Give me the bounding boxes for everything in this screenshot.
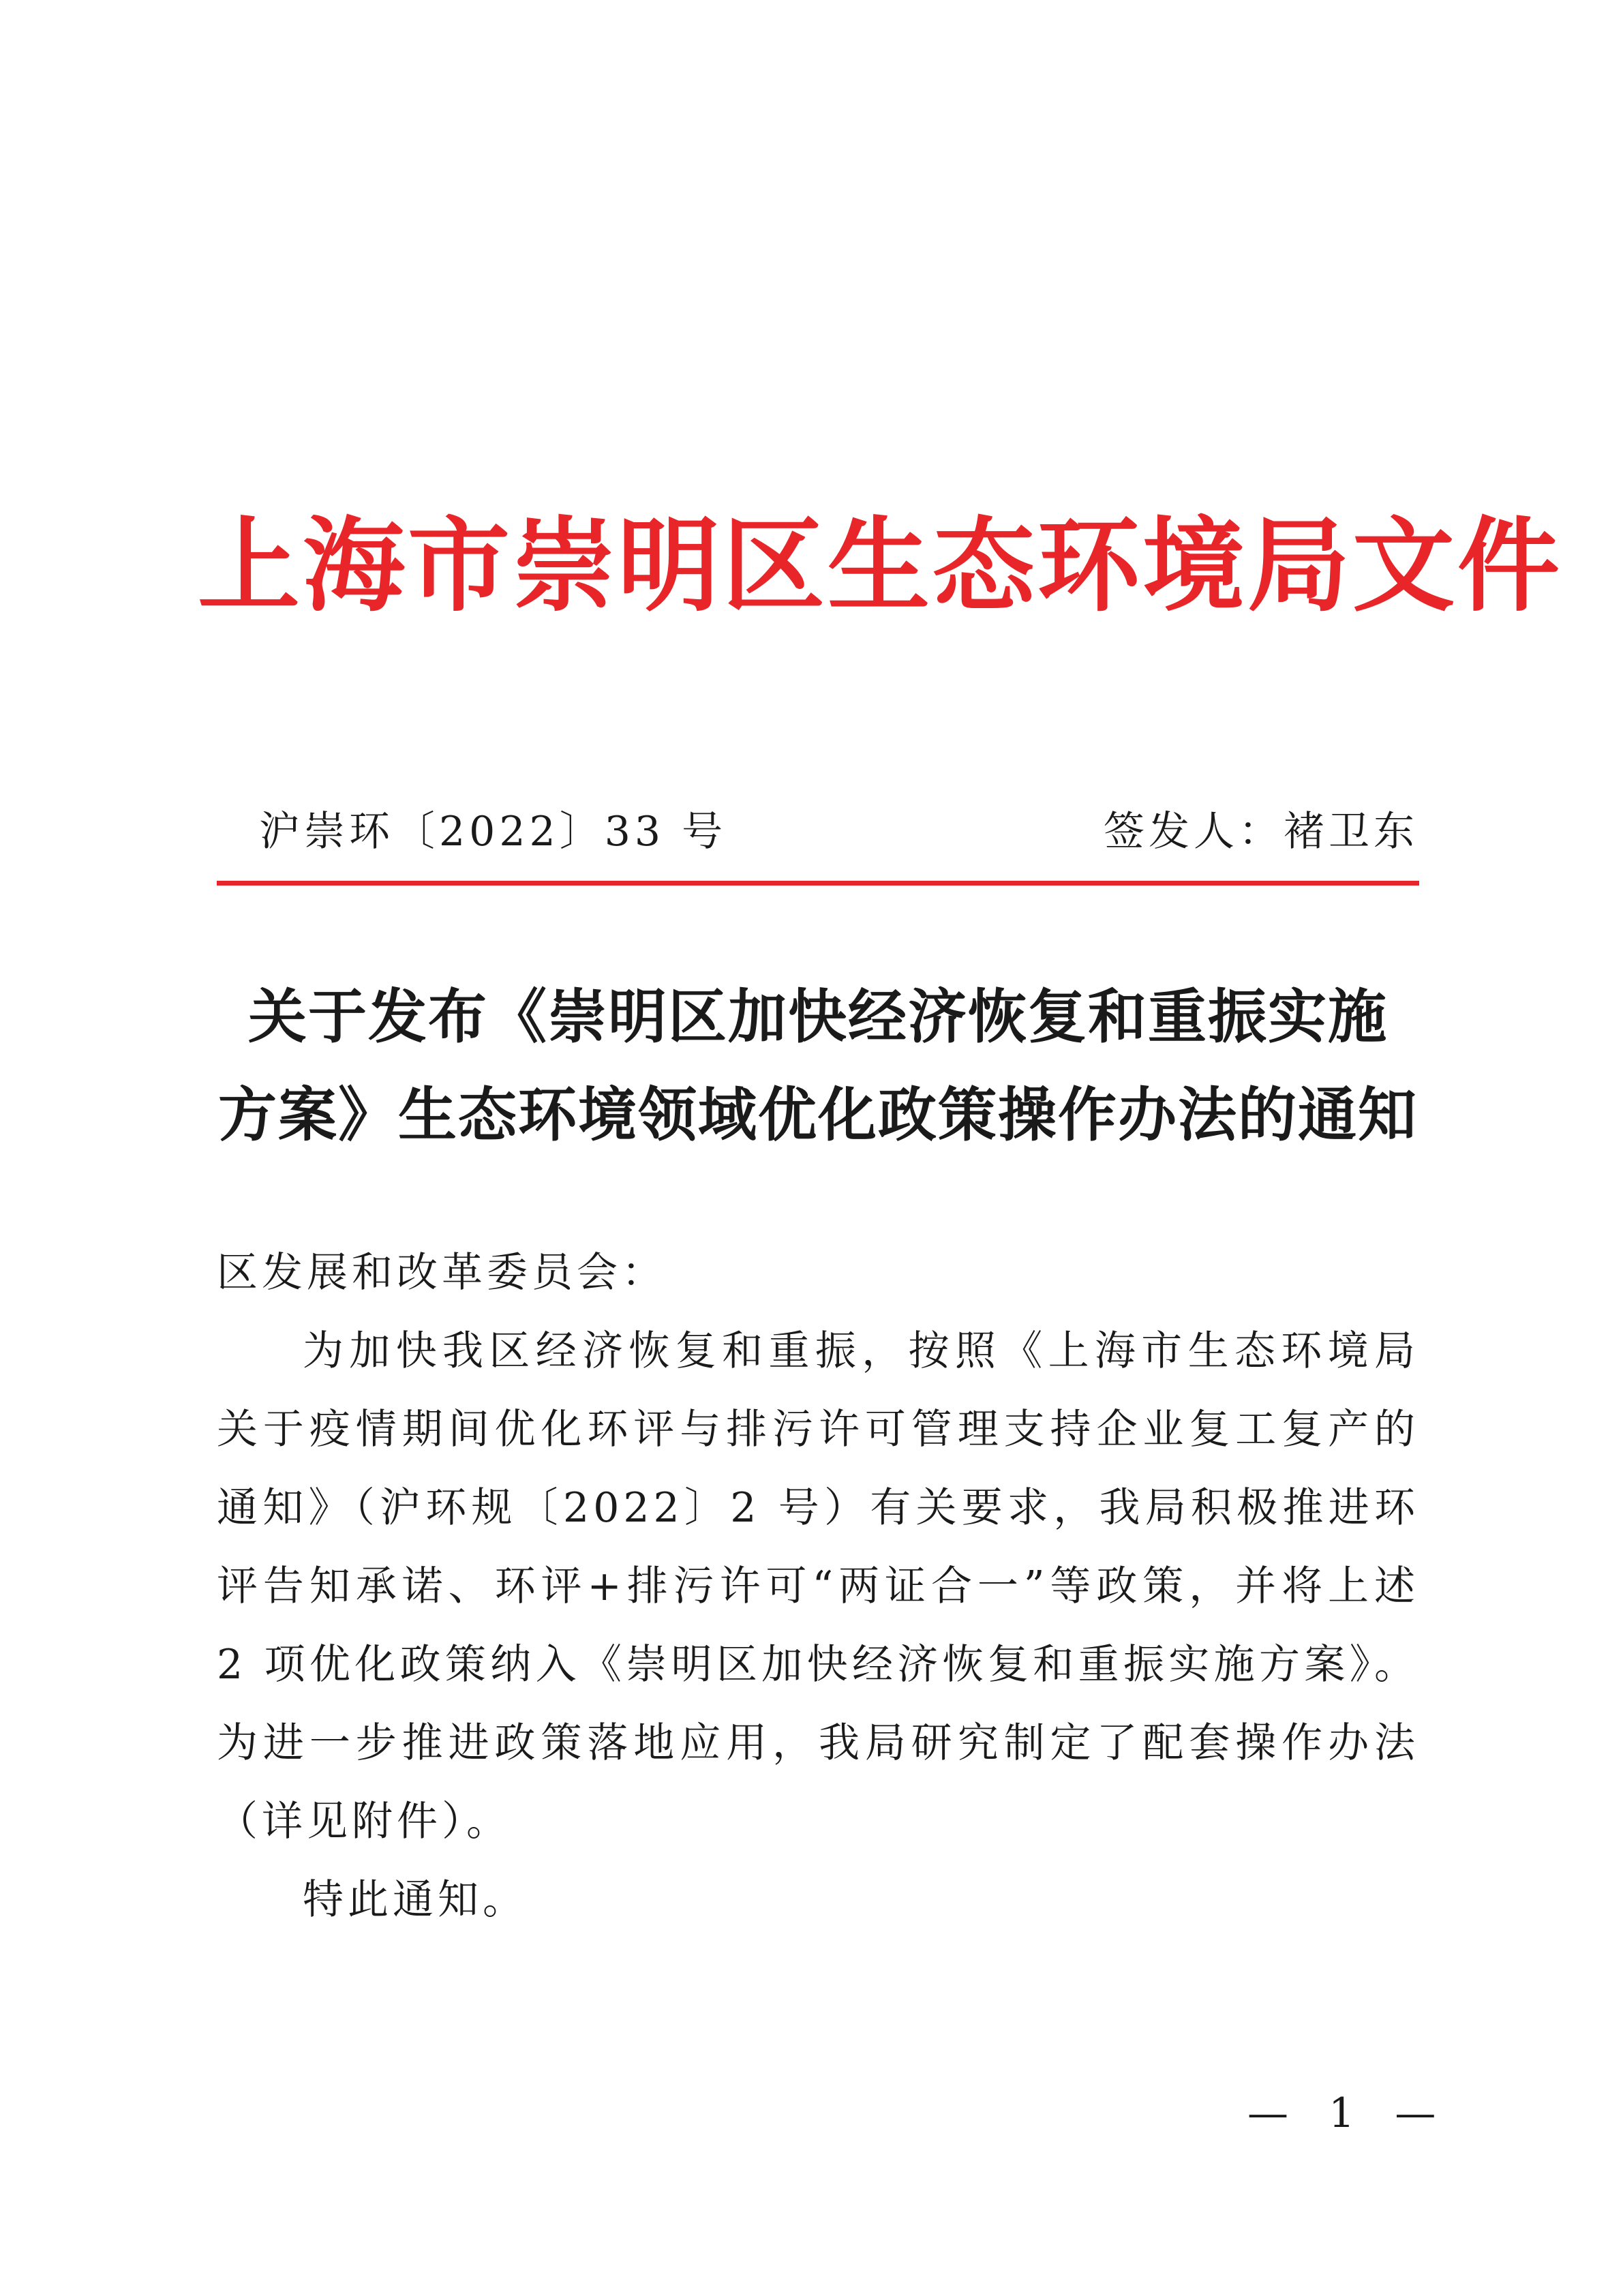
document-title-line-1: 关于发布《崇明区加快经济恢复和重振实施 (248, 982, 1388, 1051)
closing-line: 特此通知。 (303, 1876, 528, 1924)
recipient-line: 区发展和改革委员会： (217, 1249, 667, 1297)
document-number: 沪崇环〔2022〕33 号 (259, 808, 727, 856)
document-body (217, 1234, 1419, 1939)
issuing-authority-header: 上海市崇明区生态环境局文件 (198, 506, 1563, 626)
body-paragraph: 为加快我区经济恢复和重振，按照《上海市生态环境局关于疫情期间优化环评与排污许可管理支持企业复工复产的通知》（沪环规〔2022〕2 号）有关要求，我局积极推进环评告知承诺、环评+排污许可“两证合一”等政策，并将上述 2 项优化政策纳入《崇明区加快经济恢复和重振实施方案》。为进一步推进政策落地应用，我局研究制定了配套操作办法（详见附件）。 (217, 1327, 1419, 1845)
document-title (217, 968, 1419, 1164)
red-divider-line (217, 881, 1419, 886)
document-title-line-2: 方案》生态环境领域优化政策操作办法的通知 (218, 1081, 1418, 1149)
signer: 签发人：褚卫东 (1104, 808, 1419, 856)
page-number: — 1 — (1247, 2089, 1450, 2137)
